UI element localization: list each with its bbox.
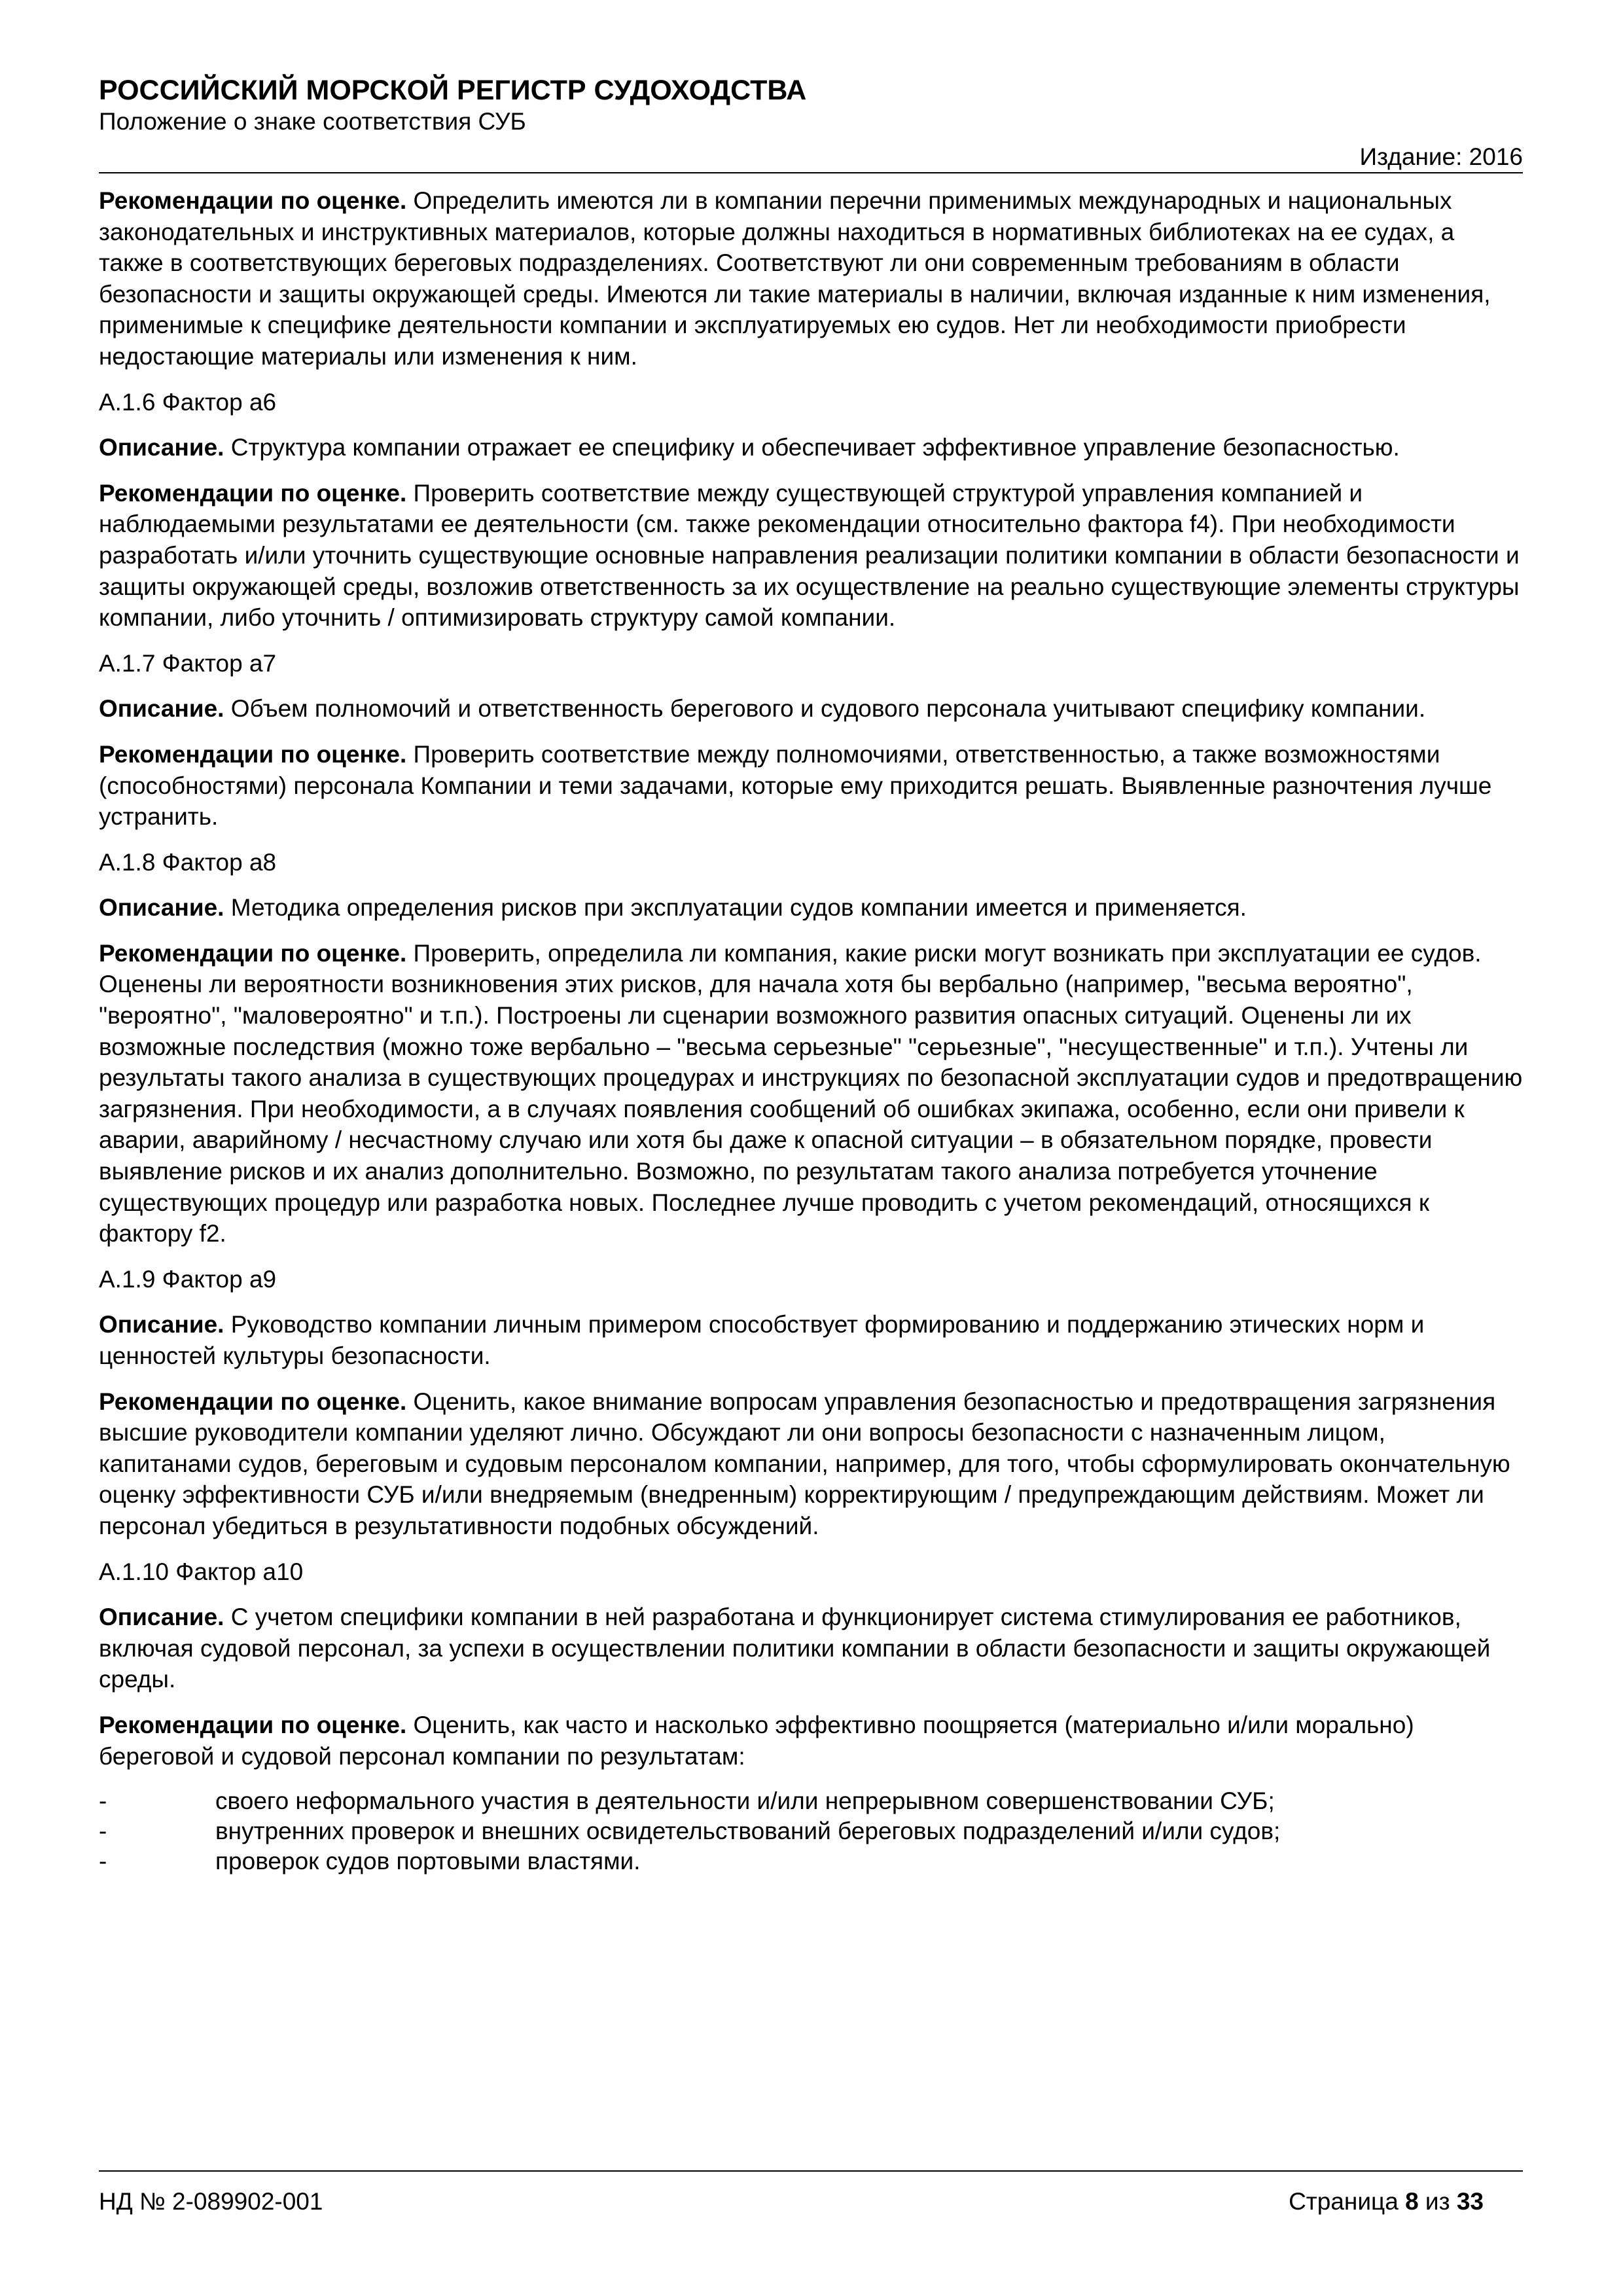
page-of-word: из	[1425, 2188, 1450, 2215]
edition-label: Издание: 2016	[1359, 143, 1523, 170]
list-item-text: проверок судов портовыми властями.	[215, 1848, 641, 1875]
page-header	[99, 73, 1523, 170]
document-body	[99, 185, 1523, 1876]
description-label: Описание.	[99, 434, 224, 461]
paragraph-a10-description	[99, 1602, 1523, 1695]
page-number	[1289, 2187, 1484, 2216]
paragraph-a9-recommendations	[99, 1386, 1523, 1542]
paragraph-text: Методика определения рисков при эксплуатации судов компании имеется и применяется.	[230, 894, 1247, 922]
recommendations-label: Рекомендации по оценке.	[99, 187, 407, 214]
section-heading-a7: А.1.7 Фактор а7	[99, 649, 277, 677]
section-heading-a8: А.1.8 Фактор а8	[99, 848, 277, 876]
description-label: Описание.	[99, 894, 224, 922]
paragraph-a6-description	[99, 432, 1523, 463]
recommendations-label: Рекомендации по оценке.	[99, 740, 407, 768]
page-word: Страница	[1289, 2188, 1399, 2215]
recommendations-label: Рекомендации по оценке.	[99, 1711, 407, 1738]
list-item	[99, 1816, 1523, 1846]
paragraph-text: Руководство компании личным примером способствует формированию и поддержанию этических норм и ценностей культуры безопасности.	[99, 1311, 1425, 1369]
paragraph-text: Оценить, как часто и насколько эффективно поощряется (материально и/или морально) береговой и судовой персонал компании по результатам:	[99, 1711, 1414, 1770]
document-number: НД № 2-089902-001	[99, 2188, 323, 2215]
organization-name: РОССИЙСКИЙ МОРСКОЙ РЕГИСТР СУДОХОДСТВА	[99, 75, 807, 106]
section-heading-a9: А.1.9 Фактор а9	[99, 1265, 277, 1293]
paragraph-a8-description	[99, 892, 1523, 924]
header-divider	[99, 172, 1523, 173]
list-item-text: внутренних проверок и внешних освидетельствований береговых подразделений и/или судов;	[215, 1818, 1281, 1845]
paragraph-a7-description	[99, 693, 1523, 725]
footer-divider	[99, 2170, 1523, 2172]
document-title: Положение о знаке соответствия СУБ	[99, 108, 526, 135]
bullet-marker: -	[99, 1818, 107, 1845]
bullet-marker: -	[99, 1787, 107, 1815]
recommendations-label: Рекомендации по оценке.	[99, 1388, 407, 1415]
paragraph-a10-recommendations	[99, 1710, 1523, 1772]
list-item	[99, 1786, 1523, 1816]
description-label: Описание.	[99, 695, 224, 723]
list-item-text: своего неформального участия в деятельности и/или непрерывном совершенствовании СУБ;	[215, 1787, 1275, 1815]
recommendations-label: Рекомендации по оценке.	[99, 479, 407, 507]
section-heading-a6: А.1.6 Фактор а6	[99, 388, 277, 416]
page-total: 33	[1456, 2188, 1484, 2215]
list-item	[99, 1846, 1523, 1876]
paragraph-text: Проверить соответствие между полномочиями, ответственностью, а также возможностями (способностями) персонала Компании и теми задачами, которые ему приходится решать. Выявленные разночтения лучше устранить.	[99, 740, 1492, 831]
bullet-list	[99, 1786, 1523, 1876]
paragraph-text: Объем полномочий и ответственность берегового и судового персонала учитывают специфику компании.	[230, 695, 1426, 723]
paragraph-text: Структура компании отражает ее специфику и обеспечивает эффективное управление безопасностью.	[230, 434, 1400, 461]
paragraph-a5-recommendations	[99, 185, 1523, 372]
paragraph-a6-recommendations	[99, 478, 1523, 634]
paragraph-text: Оценить, какое внимание вопросам управления безопасностью и предотвращения загрязнения высшие руководители компании уделяют лично. Обсуждают ли они вопросы безопасности с назначенным лицом, капитанами судов, береговым и судовым персоналом компании, например, для того, чтобы сформулировать окончательную оценку эффективности СУБ и/или внедряемым (внедренным) корректирующим / предупреждающим действиям. Может ли персонал убедиться в результативности подобных обсуждений.	[99, 1388, 1510, 1539]
description-label: Описание.	[99, 1311, 224, 1338]
paragraph-text: Проверить, определила ли компания, какие риски могут возникать при эксплуатации ее судов. Оценены ли вероятности возникновения этих рисков, для начала хотя бы вербально (например, "весьма вероятно", "вероятно", "маловероятно" и т.п.). Построены ли сценарии возможного развития опасных ситуаций. Оценены ли их возможные последствия (можно тоже вербально – "весьма серьезные" "серьезные", "несущественные" и т.п.). Учтены ли результаты такого анализа в существующих процедурах и инструкциях по безопасной эксплуатации судов и предотвращению загрязнения. При необходимости, а в случаях появления сообщений об ошибках экипажа, особенно, если они привели к аварии, аварийному / несчастному случаю или хотя бы даже к опасной ситуации – в обязательном порядке, провести выявление рисков и их анализ дополнительно. Возможно, по результатам такого анализа потребуется уточнение существующих процедур или разработка новых. Последнее лучше проводить с учетом рекомендаций, относящихся к фактору f2.	[99, 939, 1523, 1247]
page-current: 8	[1405, 2188, 1419, 2215]
paragraph-text: Определить имеются ли в компании перечни применимых международных и национальных законодательных и инструктивных материалов, которые должны находиться в нормативных библиотеках на ее судах, а также в соответствующих береговых подразделениях. Соответствуют ли они современным требованиям в области безопасности и защиты окружающей среды. Имеются ли такие материалы в наличии, включая изданные к ним изменения, применимые к специфике деятельности компании и эксплуатируемых ею судов. Нет ли необходимости приобрести недостающие материалы или изменения к ним.	[99, 187, 1491, 370]
paragraph-text: С учетом специфики компании в ней разработана и функционирует система стимулирования ее работников, включая судовой персонал, за успехи в осуществлении политики компании в области безопасности и защиты окружающей среды.	[99, 1604, 1491, 1693]
section-heading-a10: А.1.10 Фактор а10	[99, 1558, 304, 1585]
bullet-marker: -	[99, 1848, 107, 1875]
paragraph-text: Проверить соответствие между существующей структурой управления компанией и наблюдаемыми результатами ее деятельности (см. также рекомендации относительно фактора f4). При необходимости разработать и/или уточнить существующие основные направления реализации политики компании в области безопасности и защиты окружающей среды, возложив ответственность за их осуществление на реально существующие элементы структуры компании, либо уточнить / оптимизировать структуру самой компании.	[99, 479, 1520, 632]
paragraph-a8-recommendations	[99, 938, 1523, 1249]
description-label: Описание.	[99, 1604, 224, 1631]
paragraph-a9-description	[99, 1309, 1523, 1371]
recommendations-label: Рекомендации по оценке.	[99, 939, 407, 967]
paragraph-a7-recommendations	[99, 739, 1523, 833]
